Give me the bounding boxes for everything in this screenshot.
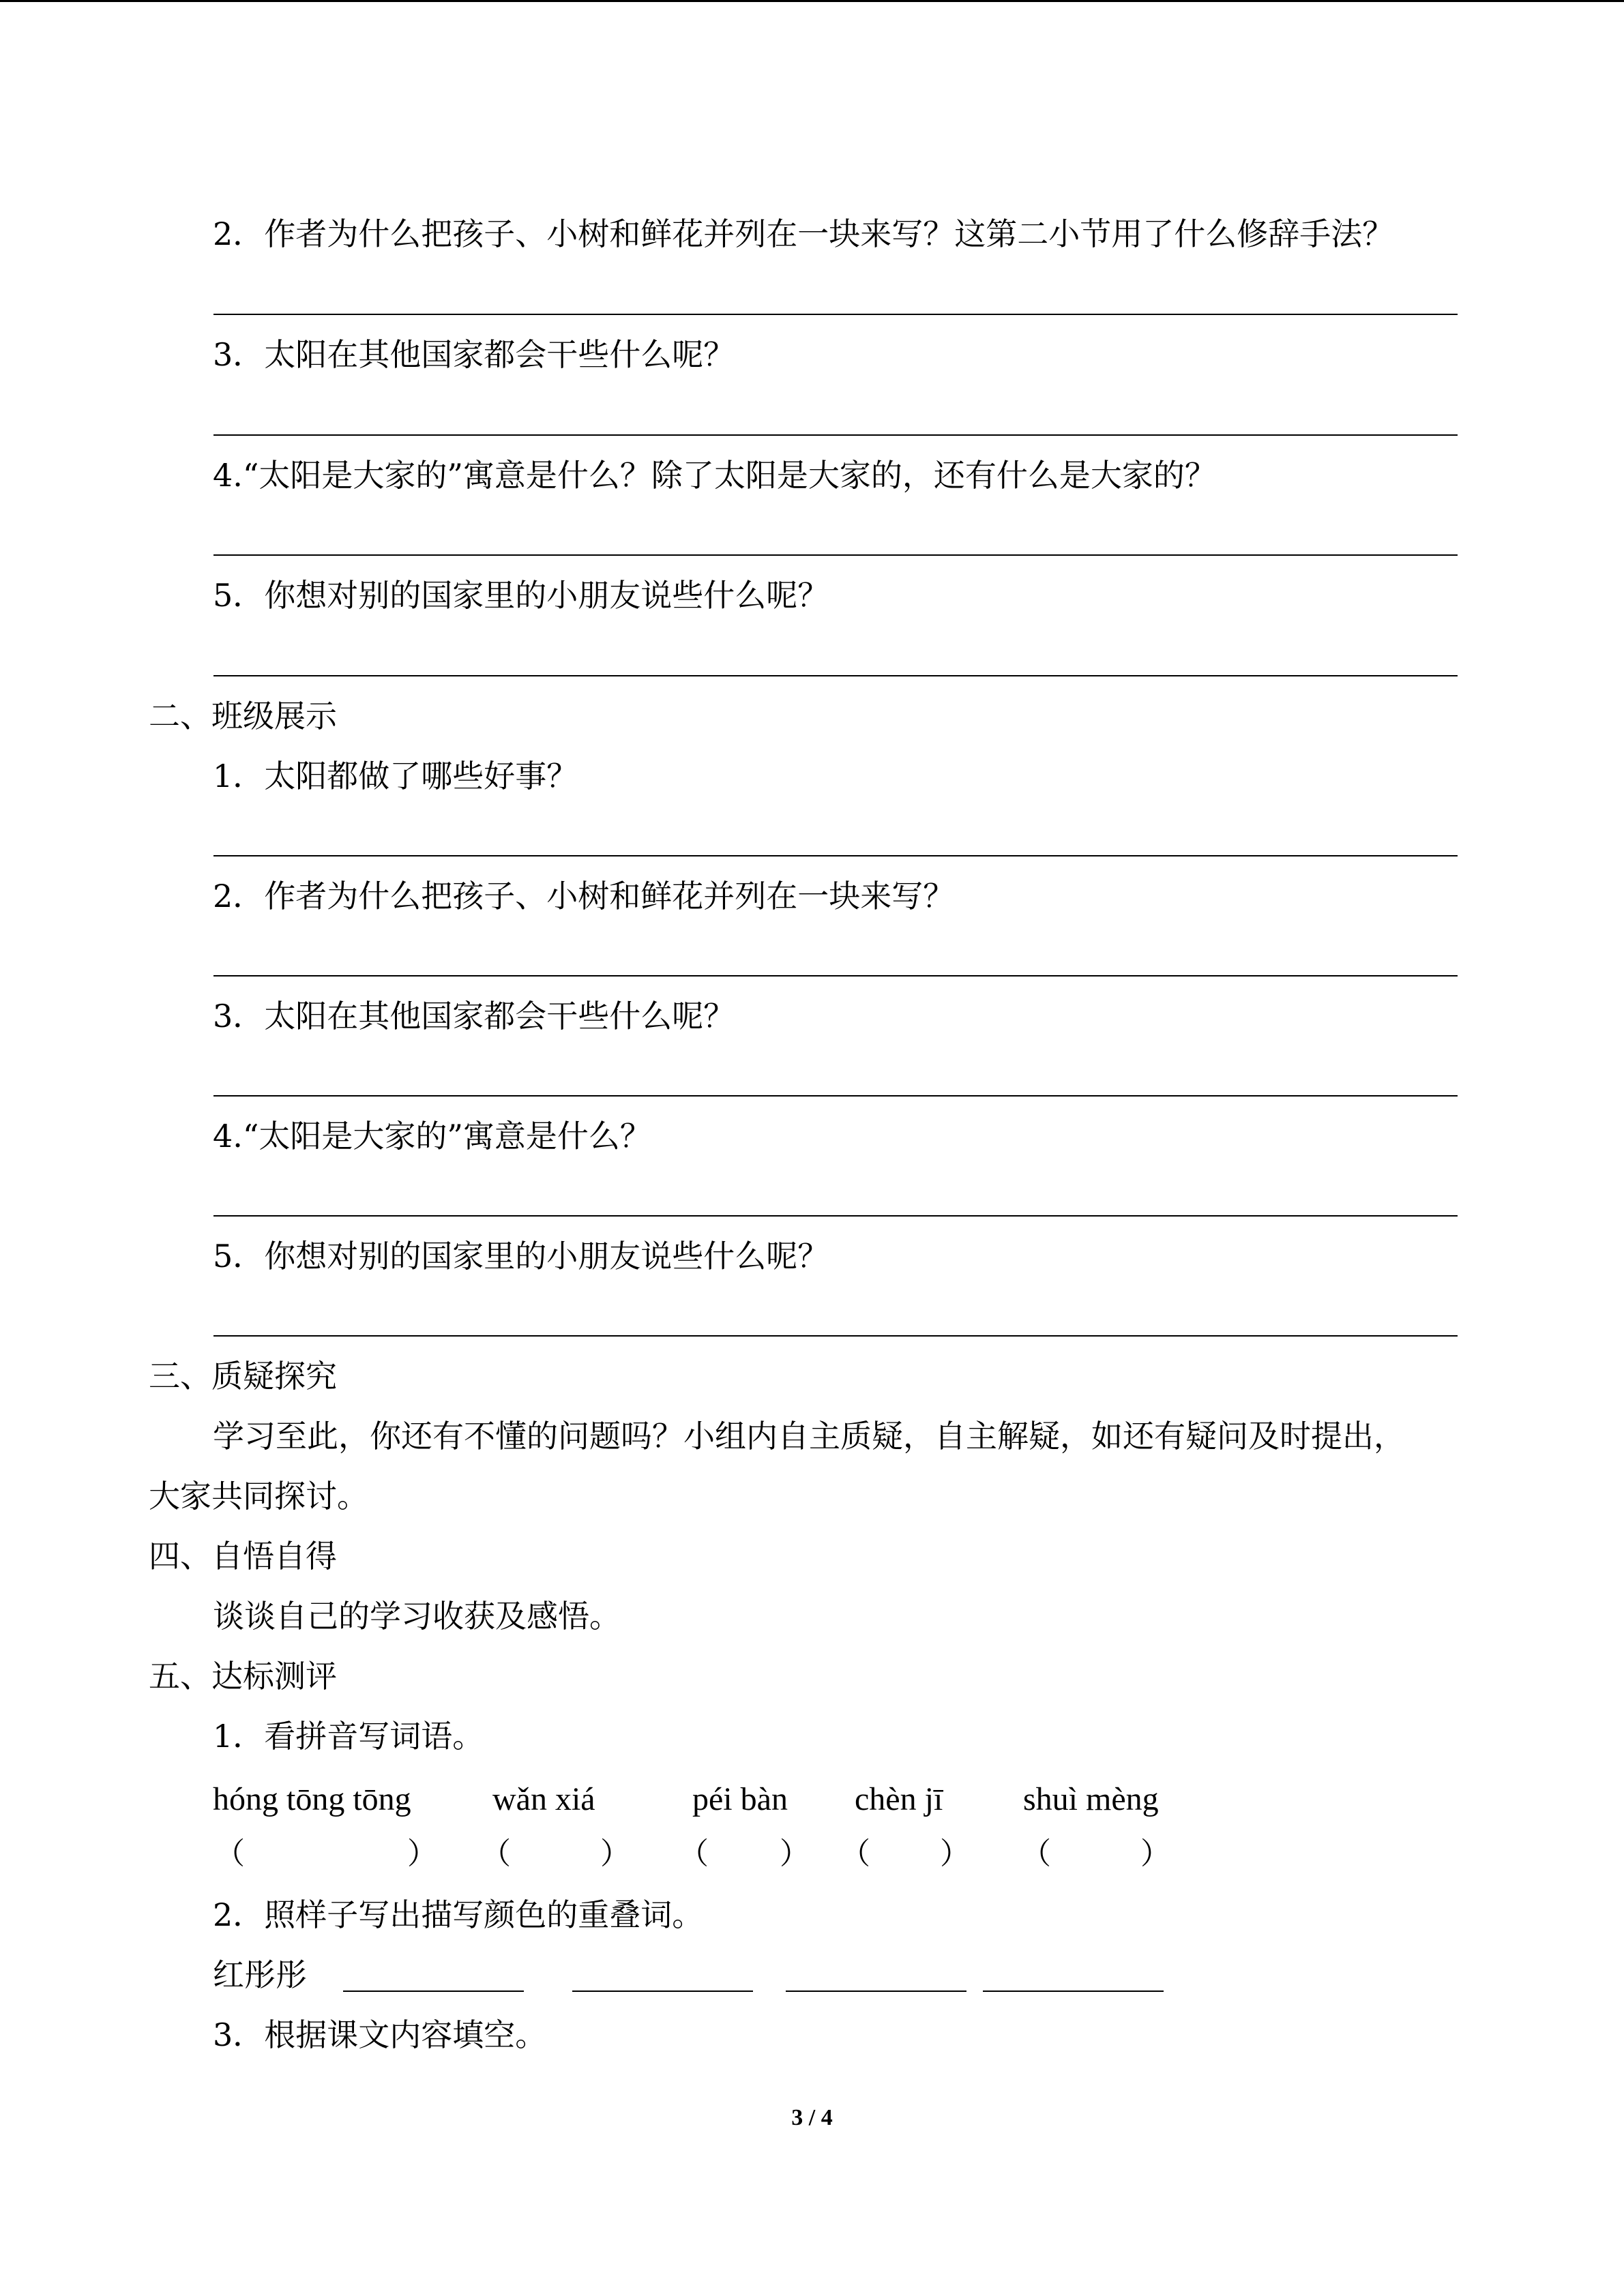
pinyin-word: péi bàn <box>692 1781 788 1817</box>
answer-paren-close[interactable]: ） <box>940 1836 970 1871</box>
question-1: 1．看拼音写词语。 <box>213 1718 484 1755</box>
answer-paren-close[interactable]: ） <box>600 1836 630 1871</box>
fill-blank[interactable] <box>786 1991 966 1992</box>
page-top-border <box>0 0 1624 2</box>
section-4-paragraph: 谈谈自己的学习收获及感悟。 <box>213 1598 621 1635</box>
answer-line[interactable] <box>213 554 1458 556</box>
question-3: 3．根据课文内容填空。 <box>213 2016 547 2053</box>
pinyin-word: chèn jī <box>855 1781 943 1817</box>
question-5: 5．你想对别的国家里的小朋友说些什么呢？ <box>213 1238 829 1274</box>
answer-paren-open[interactable]: （ <box>840 1836 870 1871</box>
question-2: 2．照样子写出描写颜色的重叠词。 <box>213 1896 704 1933</box>
page-number: 3 / 4 <box>791 2105 833 2130</box>
fill-blank[interactable] <box>343 1991 524 1992</box>
question-1: 1．太阳都做了哪些好事？ <box>213 758 578 794</box>
answer-line[interactable] <box>213 1215 1458 1217</box>
section-2-heading: 二、班级展示 <box>149 698 337 734</box>
answer-paren-close[interactable]: ） <box>780 1836 810 1871</box>
question-4: 4.“太阳是大家的”寓意是什么？ <box>213 1118 651 1154</box>
answer-line[interactable] <box>213 1335 1458 1337</box>
question-4: 4.“太阳是大家的”寓意是什么？除了太阳是大家的，还有什么是大家的？ <box>213 457 1216 494</box>
fill-blank[interactable] <box>572 1991 753 1992</box>
answer-line[interactable] <box>213 855 1458 856</box>
question-3: 3．太阳在其他国家都会干些什么呢？ <box>213 336 735 373</box>
answer-line[interactable] <box>213 675 1458 676</box>
pinyin-word: hóng tōng tōng <box>213 1781 411 1817</box>
pinyin-word: wǎn xiá <box>492 1781 595 1817</box>
pinyin-word: shuì mèng <box>1023 1781 1159 1817</box>
section-3-paragraph: 学习至此，你还有不懂的问题吗？小组内自主质疑，自主解疑，如还有疑问及时提出， <box>213 1418 1405 1455</box>
answer-paren-open[interactable]: （ <box>481 1836 511 1871</box>
answer-line[interactable] <box>213 1095 1458 1097</box>
answer-paren-open[interactable]: （ <box>679 1836 709 1871</box>
question-2: 2．作者为什么把孩子、小树和鲜花并列在一块来写？这第二小节用了什么修辞手法？ <box>213 215 1394 252</box>
question-5: 5．你想对别的国家里的小朋友说些什么呢？ <box>213 577 829 614</box>
section-5-heading: 五、达标测评 <box>149 1658 337 1695</box>
answer-line[interactable] <box>213 434 1458 436</box>
example-word: 红彤彤 <box>213 1956 307 1993</box>
question-3: 3．太阳在其他国家都会干些什么呢？ <box>213 998 735 1034</box>
answer-line[interactable] <box>213 314 1458 315</box>
section-4-heading: 四、自悟自得 <box>149 1538 337 1575</box>
answer-line[interactable] <box>213 975 1458 976</box>
answer-paren-close[interactable]: ） <box>407 1836 437 1871</box>
section-3-paragraph-cont: 大家共同探讨。 <box>149 1478 368 1515</box>
answer-paren-open[interactable]: （ <box>1021 1836 1051 1871</box>
section-3-heading: 三、质疑探究 <box>149 1358 337 1395</box>
answer-paren-close[interactable]: ） <box>1140 1836 1170 1871</box>
question-2: 2．作者为什么把孩子、小树和鲜花并列在一块来写？ <box>213 878 955 914</box>
fill-blank[interactable] <box>983 1991 1164 1992</box>
answer-paren-open[interactable]: （ <box>215 1836 245 1871</box>
